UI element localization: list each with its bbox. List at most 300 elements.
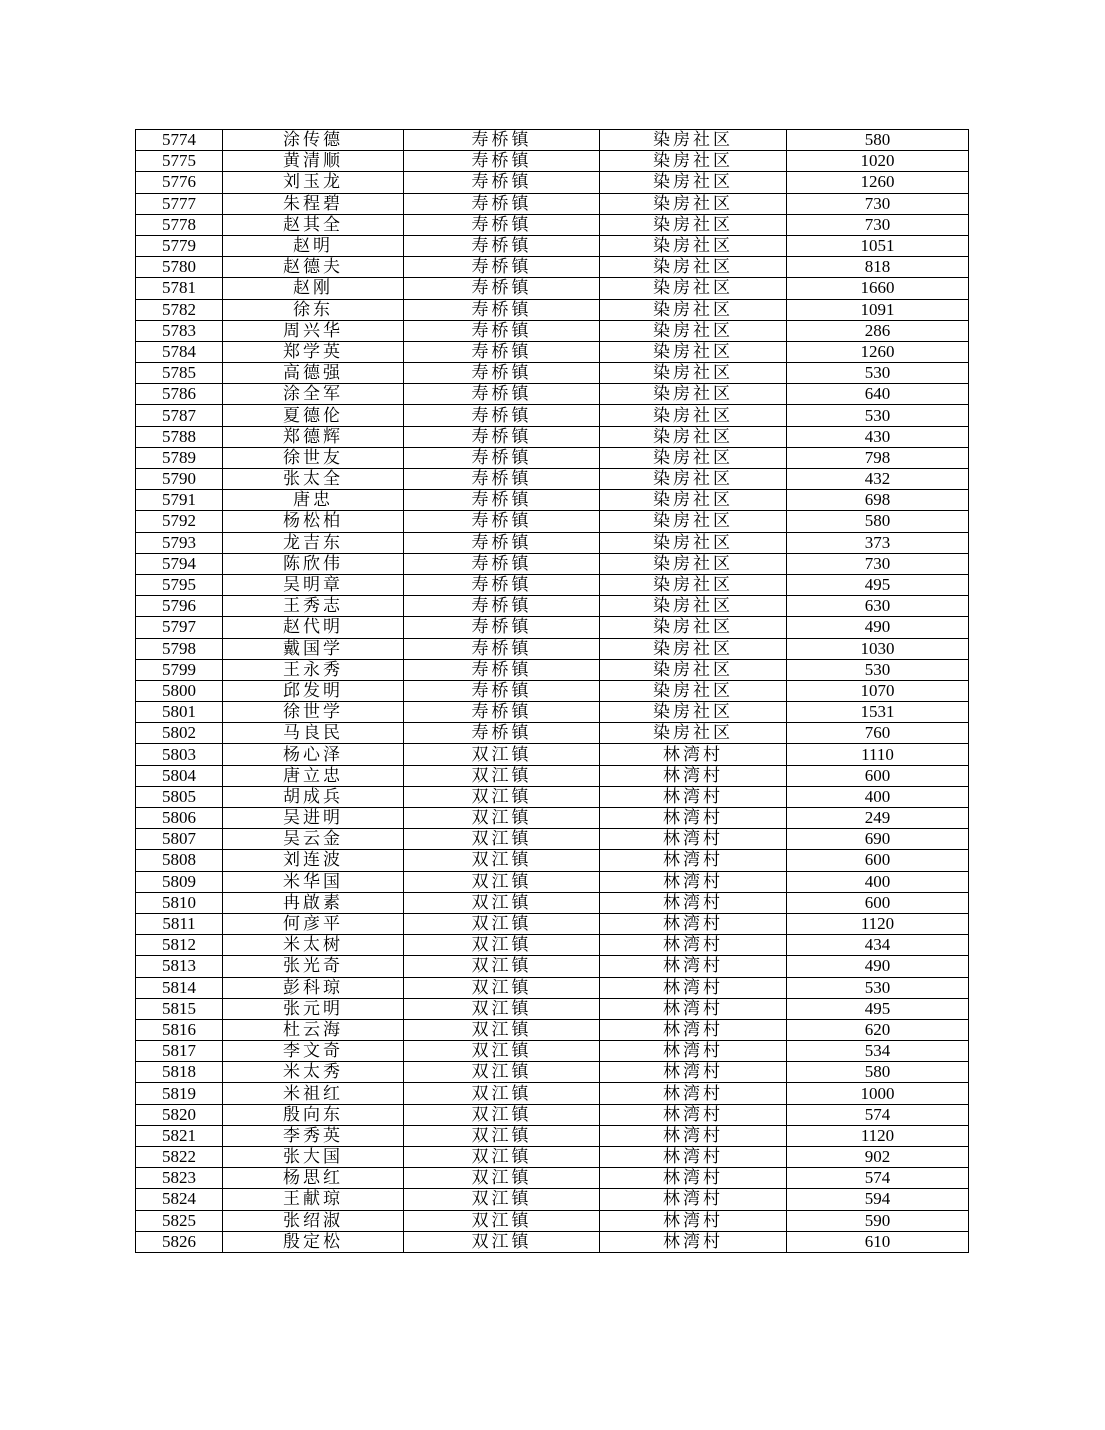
village-cell: 染房社区: [600, 574, 787, 595]
person-name-cell: 何彦平: [223, 913, 404, 934]
village-cell: 染房社区: [600, 702, 787, 723]
town-cell: 双江镇: [404, 956, 600, 977]
row-number-cell: 5793: [136, 532, 223, 553]
table-row: [136, 617, 969, 638]
amount-cell: 620: [787, 1019, 969, 1040]
table-row: [136, 151, 969, 172]
person-name-cell: 王献琼: [223, 1189, 404, 1210]
table-row: [136, 299, 969, 320]
person-name-cell: 吴进明: [223, 808, 404, 829]
village-cell: 染房社区: [600, 235, 787, 256]
row-number-cell: 5776: [136, 172, 223, 193]
table-row: [136, 1189, 969, 1210]
person-name-cell: 郑德辉: [223, 426, 404, 447]
table-row: [136, 1168, 969, 1189]
village-cell: 林湾村: [600, 850, 787, 871]
person-name-cell: 杜云海: [223, 1019, 404, 1040]
town-cell: 双江镇: [404, 871, 600, 892]
amount-cell: 400: [787, 786, 969, 807]
table-row: [136, 193, 969, 214]
person-name-cell: 杨思红: [223, 1168, 404, 1189]
person-name-cell: 徐世友: [223, 447, 404, 468]
town-cell: 寿桥镇: [404, 469, 600, 490]
row-number-cell: 5809: [136, 871, 223, 892]
table-row: [136, 1062, 969, 1083]
village-cell: 林湾村: [600, 1083, 787, 1104]
table-row: [136, 829, 969, 850]
village-cell: 染房社区: [600, 617, 787, 638]
amount-cell: 1020: [787, 151, 969, 172]
amount-cell: 400: [787, 871, 969, 892]
amount-cell: 760: [787, 723, 969, 744]
town-cell: 寿桥镇: [404, 320, 600, 341]
amount-cell: 730: [787, 193, 969, 214]
table-row: [136, 490, 969, 511]
village-cell: 林湾村: [600, 1062, 787, 1083]
amount-cell: 798: [787, 447, 969, 468]
table-row: [136, 892, 969, 913]
amount-cell: 580: [787, 511, 969, 532]
town-cell: 寿桥镇: [404, 617, 600, 638]
row-number-cell: 5798: [136, 638, 223, 659]
table-row: [136, 384, 969, 405]
village-cell: 染房社区: [600, 320, 787, 341]
village-cell: 染房社区: [600, 553, 787, 574]
amount-cell: 600: [787, 850, 969, 871]
amount-cell: 286: [787, 320, 969, 341]
town-cell: 寿桥镇: [404, 574, 600, 595]
table-row: [136, 956, 969, 977]
village-cell: 染房社区: [600, 638, 787, 659]
village-cell: 染房社区: [600, 214, 787, 235]
row-number-cell: 5795: [136, 574, 223, 595]
table-row: [136, 1019, 969, 1040]
person-name-cell: 唐忠: [223, 490, 404, 511]
table-row: [136, 998, 969, 1019]
town-cell: 寿桥镇: [404, 151, 600, 172]
person-name-cell: 张元明: [223, 998, 404, 1019]
row-number-cell: 5817: [136, 1041, 223, 1062]
amount-cell: 530: [787, 405, 969, 426]
row-number-cell: 5797: [136, 617, 223, 638]
row-number-cell: 5788: [136, 426, 223, 447]
person-name-cell: 李秀英: [223, 1125, 404, 1146]
person-name-cell: 刘玉龙: [223, 172, 404, 193]
amount-cell: 495: [787, 574, 969, 595]
village-cell: 染房社区: [600, 511, 787, 532]
amount-cell: 1660: [787, 278, 969, 299]
row-number-cell: 5814: [136, 977, 223, 998]
village-cell: 林湾村: [600, 1147, 787, 1168]
row-number-cell: 5784: [136, 341, 223, 362]
village-cell: 林湾村: [600, 744, 787, 765]
table-row: [136, 702, 969, 723]
row-number-cell: 5777: [136, 193, 223, 214]
table-row: [136, 469, 969, 490]
row-number-cell: 5812: [136, 935, 223, 956]
person-name-cell: 张太全: [223, 469, 404, 490]
amount-cell: 580: [787, 1062, 969, 1083]
town-cell: 双江镇: [404, 1168, 600, 1189]
town-cell: 寿桥镇: [404, 299, 600, 320]
table-row: [136, 850, 969, 871]
amount-cell: 530: [787, 977, 969, 998]
row-number-cell: 5775: [136, 151, 223, 172]
row-number-cell: 5803: [136, 744, 223, 765]
table-row: [136, 363, 969, 384]
table-row: [136, 320, 969, 341]
row-number-cell: 5783: [136, 320, 223, 341]
town-cell: 寿桥镇: [404, 278, 600, 299]
amount-cell: 640: [787, 384, 969, 405]
village-cell: 林湾村: [600, 1189, 787, 1210]
amount-cell: 1091: [787, 299, 969, 320]
row-number-cell: 5807: [136, 829, 223, 850]
person-name-cell: 黄清顺: [223, 151, 404, 172]
person-name-cell: 杨松柏: [223, 511, 404, 532]
person-name-cell: 米太秀: [223, 1062, 404, 1083]
amount-cell: 690: [787, 829, 969, 850]
amount-cell: 574: [787, 1168, 969, 1189]
row-number-cell: 5789: [136, 447, 223, 468]
table-row: [136, 1210, 969, 1231]
table-row: [136, 235, 969, 256]
row-number-cell: 5824: [136, 1189, 223, 1210]
person-name-cell: 胡成兵: [223, 786, 404, 807]
table-row: [136, 1125, 969, 1146]
row-number-cell: 5818: [136, 1062, 223, 1083]
person-name-cell: 殷定松: [223, 1231, 404, 1252]
town-cell: 双江镇: [404, 935, 600, 956]
person-name-cell: 戴国学: [223, 638, 404, 659]
table-row: [136, 808, 969, 829]
person-name-cell: 徐东: [223, 299, 404, 320]
row-number-cell: 5802: [136, 723, 223, 744]
person-name-cell: 彭科琼: [223, 977, 404, 998]
row-number-cell: 5811: [136, 913, 223, 934]
town-cell: 双江镇: [404, 850, 600, 871]
town-cell: 寿桥镇: [404, 596, 600, 617]
amount-cell: 610: [787, 1231, 969, 1252]
town-cell: 寿桥镇: [404, 193, 600, 214]
table-row: [136, 744, 969, 765]
person-name-cell: 徐世学: [223, 702, 404, 723]
village-cell: 染房社区: [600, 341, 787, 362]
amount-cell: 373: [787, 532, 969, 553]
table-row: [136, 341, 969, 362]
town-cell: 双江镇: [404, 744, 600, 765]
amount-cell: 534: [787, 1041, 969, 1062]
town-cell: 双江镇: [404, 892, 600, 913]
town-cell: 寿桥镇: [404, 235, 600, 256]
amount-cell: 600: [787, 892, 969, 913]
amount-cell: 730: [787, 214, 969, 235]
village-cell: 林湾村: [600, 1104, 787, 1125]
row-number-cell: 5820: [136, 1104, 223, 1125]
row-number-cell: 5774: [136, 130, 223, 151]
amount-cell: 430: [787, 426, 969, 447]
table-row: [136, 765, 969, 786]
table-row: [136, 405, 969, 426]
town-cell: 寿桥镇: [404, 447, 600, 468]
village-cell: 染房社区: [600, 151, 787, 172]
row-number-cell: 5782: [136, 299, 223, 320]
row-number-cell: 5810: [136, 892, 223, 913]
table-row: [136, 977, 969, 998]
amount-cell: 530: [787, 659, 969, 680]
table-row: [136, 532, 969, 553]
amount-cell: 1120: [787, 1125, 969, 1146]
village-cell: 林湾村: [600, 829, 787, 850]
row-number-cell: 5781: [136, 278, 223, 299]
person-name-cell: 赵德夫: [223, 257, 404, 278]
person-name-cell: 朱程碧: [223, 193, 404, 214]
person-name-cell: 刘连波: [223, 850, 404, 871]
table-body: [136, 130, 969, 1253]
amount-cell: 574: [787, 1104, 969, 1125]
town-cell: 双江镇: [404, 1019, 600, 1040]
village-cell: 林湾村: [600, 998, 787, 1019]
village-cell: 林湾村: [600, 871, 787, 892]
row-number-cell: 5813: [136, 956, 223, 977]
amount-cell: 600: [787, 765, 969, 786]
table-row: [136, 871, 969, 892]
row-number-cell: 5825: [136, 1210, 223, 1231]
amount-cell: 1531: [787, 702, 969, 723]
town-cell: 寿桥镇: [404, 341, 600, 362]
amount-cell: 1120: [787, 913, 969, 934]
row-number-cell: 5790: [136, 469, 223, 490]
row-number-cell: 5826: [136, 1231, 223, 1252]
person-name-cell: 邱发明: [223, 680, 404, 701]
village-cell: 林湾村: [600, 1168, 787, 1189]
person-name-cell: 涂传德: [223, 130, 404, 151]
table-row: [136, 1231, 969, 1252]
table-row: [136, 1147, 969, 1168]
village-cell: 染房社区: [600, 680, 787, 701]
row-number-cell: 5794: [136, 553, 223, 574]
person-name-cell: 赵明: [223, 235, 404, 256]
person-name-cell: 冉啟素: [223, 892, 404, 913]
amount-cell: 1051: [787, 235, 969, 256]
village-cell: 染房社区: [600, 490, 787, 511]
row-number-cell: 5822: [136, 1147, 223, 1168]
village-cell: 林湾村: [600, 1210, 787, 1231]
amount-cell: 630: [787, 596, 969, 617]
town-cell: 双江镇: [404, 1147, 600, 1168]
village-cell: 林湾村: [600, 1231, 787, 1252]
town-cell: 双江镇: [404, 829, 600, 850]
village-cell: 林湾村: [600, 786, 787, 807]
town-cell: 双江镇: [404, 1125, 600, 1146]
row-number-cell: 5785: [136, 363, 223, 384]
village-cell: 林湾村: [600, 1041, 787, 1062]
row-number-cell: 5799: [136, 659, 223, 680]
amount-cell: 902: [787, 1147, 969, 1168]
village-cell: 林湾村: [600, 892, 787, 913]
table-row: [136, 511, 969, 532]
person-name-cell: 李文奇: [223, 1041, 404, 1062]
person-name-cell: 唐立忠: [223, 765, 404, 786]
town-cell: 双江镇: [404, 1041, 600, 1062]
person-name-cell: 赵其全: [223, 214, 404, 235]
row-number-cell: 5808: [136, 850, 223, 871]
row-number-cell: 5780: [136, 257, 223, 278]
village-cell: 林湾村: [600, 956, 787, 977]
village-cell: 染房社区: [600, 278, 787, 299]
town-cell: 寿桥镇: [404, 384, 600, 405]
person-name-cell: 王秀志: [223, 596, 404, 617]
row-number-cell: 5821: [136, 1125, 223, 1146]
village-cell: 染房社区: [600, 299, 787, 320]
table-row: [136, 935, 969, 956]
person-name-cell: 米祖红: [223, 1083, 404, 1104]
village-cell: 染房社区: [600, 130, 787, 151]
town-cell: 寿桥镇: [404, 511, 600, 532]
amount-cell: 1000: [787, 1083, 969, 1104]
person-name-cell: 殷向东: [223, 1104, 404, 1125]
village-cell: 染房社区: [600, 193, 787, 214]
amount-cell: 594: [787, 1189, 969, 1210]
town-cell: 寿桥镇: [404, 490, 600, 511]
amount-cell: 490: [787, 956, 969, 977]
person-name-cell: 龙吉东: [223, 532, 404, 553]
village-cell: 染房社区: [600, 659, 787, 680]
village-cell: 染房社区: [600, 723, 787, 744]
amount-cell: 580: [787, 130, 969, 151]
row-number-cell: 5806: [136, 808, 223, 829]
town-cell: 双江镇: [404, 1104, 600, 1125]
town-cell: 寿桥镇: [404, 659, 600, 680]
person-name-cell: 赵代明: [223, 617, 404, 638]
amount-cell: 434: [787, 935, 969, 956]
table-row: [136, 680, 969, 701]
subsidy-table: [135, 129, 969, 1253]
person-name-cell: 张光奇: [223, 956, 404, 977]
town-cell: 寿桥镇: [404, 702, 600, 723]
table-row: [136, 574, 969, 595]
table-row: [136, 596, 969, 617]
village-cell: 林湾村: [600, 765, 787, 786]
town-cell: 双江镇: [404, 998, 600, 1019]
town-cell: 寿桥镇: [404, 172, 600, 193]
row-number-cell: 5801: [136, 702, 223, 723]
table-row: [136, 1083, 969, 1104]
village-cell: 染房社区: [600, 469, 787, 490]
table-row: [136, 786, 969, 807]
table-row: [136, 659, 969, 680]
row-number-cell: 5823: [136, 1168, 223, 1189]
person-name-cell: 张绍淑: [223, 1210, 404, 1231]
row-number-cell: 5796: [136, 596, 223, 617]
table-row: [136, 913, 969, 934]
table-row: [136, 130, 969, 151]
row-number-cell: 5792: [136, 511, 223, 532]
person-name-cell: 杨心泽: [223, 744, 404, 765]
person-name-cell: 吴云金: [223, 829, 404, 850]
town-cell: 寿桥镇: [404, 257, 600, 278]
village-cell: 林湾村: [600, 977, 787, 998]
person-name-cell: 夏德伦: [223, 405, 404, 426]
town-cell: 寿桥镇: [404, 363, 600, 384]
table-row: [136, 426, 969, 447]
town-cell: 寿桥镇: [404, 130, 600, 151]
table-row: [136, 553, 969, 574]
town-cell: 双江镇: [404, 913, 600, 934]
village-cell: 染房社区: [600, 257, 787, 278]
amount-cell: 1070: [787, 680, 969, 701]
person-name-cell: 陈欣伟: [223, 553, 404, 574]
village-cell: 林湾村: [600, 808, 787, 829]
person-name-cell: 马良民: [223, 723, 404, 744]
amount-cell: 730: [787, 553, 969, 574]
town-cell: 双江镇: [404, 1189, 600, 1210]
town-cell: 寿桥镇: [404, 532, 600, 553]
person-name-cell: 米太树: [223, 935, 404, 956]
row-number-cell: 5800: [136, 680, 223, 701]
person-name-cell: 赵刚: [223, 278, 404, 299]
person-name-cell: 周兴华: [223, 320, 404, 341]
village-cell: 林湾村: [600, 935, 787, 956]
person-name-cell: 吴明章: [223, 574, 404, 595]
town-cell: 双江镇: [404, 808, 600, 829]
row-number-cell: 5779: [136, 235, 223, 256]
table-row: [136, 172, 969, 193]
amount-cell: 1030: [787, 638, 969, 659]
row-number-cell: 5791: [136, 490, 223, 511]
town-cell: 寿桥镇: [404, 214, 600, 235]
town-cell: 双江镇: [404, 1210, 600, 1231]
row-number-cell: 5778: [136, 214, 223, 235]
town-cell: 双江镇: [404, 1231, 600, 1252]
amount-cell: 530: [787, 363, 969, 384]
village-cell: 染房社区: [600, 172, 787, 193]
town-cell: 双江镇: [404, 765, 600, 786]
row-number-cell: 5804: [136, 765, 223, 786]
town-cell: 双江镇: [404, 786, 600, 807]
town-cell: 寿桥镇: [404, 680, 600, 701]
town-cell: 寿桥镇: [404, 723, 600, 744]
person-name-cell: 高德强: [223, 363, 404, 384]
village-cell: 林湾村: [600, 1019, 787, 1040]
table-row: [136, 1041, 969, 1062]
amount-cell: 432: [787, 469, 969, 490]
row-number-cell: 5819: [136, 1083, 223, 1104]
town-cell: 双江镇: [404, 977, 600, 998]
table-row: [136, 1104, 969, 1125]
amount-cell: 249: [787, 808, 969, 829]
village-cell: 染房社区: [600, 596, 787, 617]
person-name-cell: 涂全军: [223, 384, 404, 405]
amount-cell: 1260: [787, 341, 969, 362]
row-number-cell: 5805: [136, 786, 223, 807]
table-row: [136, 447, 969, 468]
table-row: [136, 257, 969, 278]
town-cell: 双江镇: [404, 1083, 600, 1104]
amount-cell: 1110: [787, 744, 969, 765]
town-cell: 双江镇: [404, 1062, 600, 1083]
village-cell: 染房社区: [600, 384, 787, 405]
town-cell: 寿桥镇: [404, 638, 600, 659]
table-row: [136, 278, 969, 299]
amount-cell: 490: [787, 617, 969, 638]
amount-cell: 495: [787, 998, 969, 1019]
amount-cell: 590: [787, 1210, 969, 1231]
person-name-cell: 王永秀: [223, 659, 404, 680]
person-name-cell: 郑学英: [223, 341, 404, 362]
amount-cell: 818: [787, 257, 969, 278]
person-name-cell: 米华国: [223, 871, 404, 892]
